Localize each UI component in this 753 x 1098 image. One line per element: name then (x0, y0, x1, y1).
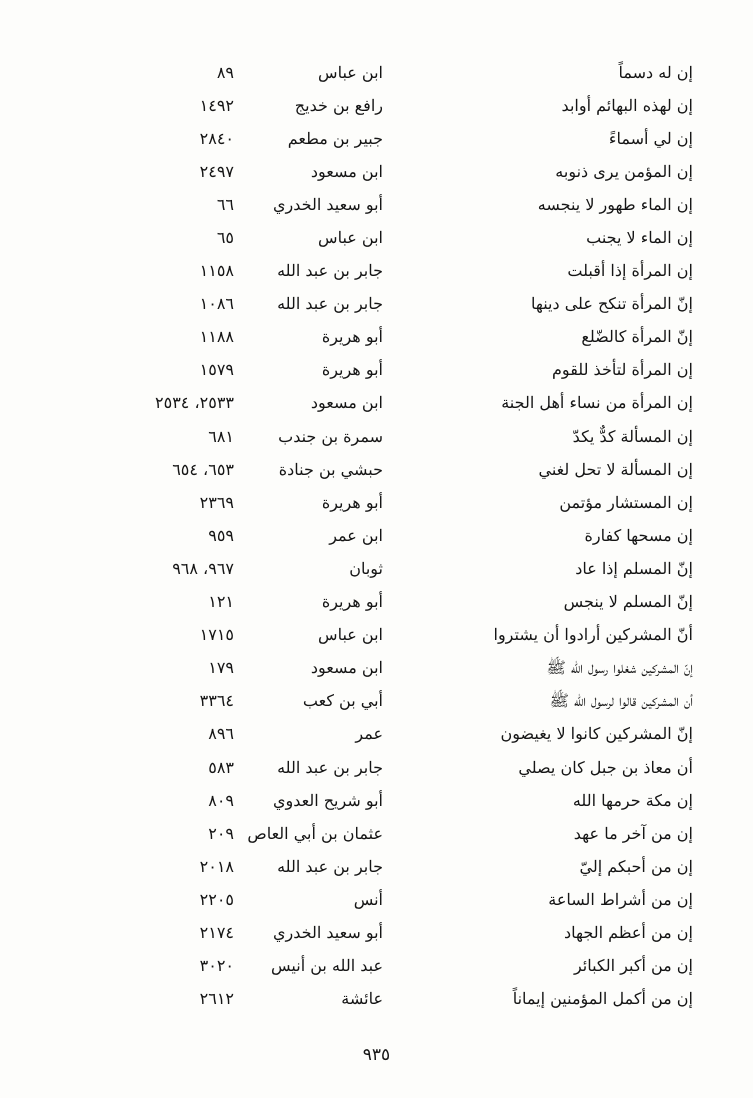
hadith-text: إنّ المشركين كانوا لا يغيضون (500, 724, 693, 744)
hadith-number: ٩٥٩ (208, 525, 234, 545)
hadith-number: ١١٨٨ (199, 327, 234, 347)
index-row (0, 387, 753, 420)
hadith-number: ٨٠٩ (208, 790, 234, 810)
index-row (0, 188, 753, 221)
narrator-name: أبو هريرة (321, 592, 383, 612)
hadith-text: إنّ المشركين شغلوا رسول الله ﷺ (546, 658, 693, 678)
narrator-name: أبو شريح العدوي (272, 790, 383, 810)
hadith-text: إن مكة حرمها الله (572, 790, 693, 810)
hadith-text: إن المسألة لا تحل لغني (538, 459, 693, 479)
narrator-name: حبشي بن جنادة (278, 459, 383, 479)
index-row (0, 685, 753, 718)
narrator-name: ابن عمر (329, 525, 383, 545)
narrator-name: ابن مسعود (310, 161, 383, 181)
page-number: ٩٣٥ (362, 1045, 391, 1065)
hadith-text: أن معاذ بن جبل كان يصلي (518, 757, 693, 777)
hadith-number: ١٥٧٩ (199, 360, 234, 380)
index-row (0, 950, 753, 983)
hadith-text: أن المشركين قالوا لرسول الله ﷺ (549, 691, 693, 711)
narrator-name: أبو سعيد الخدري (273, 194, 383, 214)
hadith-number: ٦٥ (216, 228, 234, 248)
hadith-number: ٦٨١ (208, 426, 234, 446)
hadith-number: ٣٠٢٠ (199, 956, 234, 976)
index-row (0, 155, 753, 188)
index-row (0, 122, 753, 155)
index-row (0, 784, 753, 817)
hadith-number: ١٢١ (208, 592, 234, 612)
index-row (0, 288, 753, 321)
narrator-name: جبير بن مطعم (287, 128, 383, 148)
hadith-number: ١٧٩ (208, 658, 234, 678)
hadith-text: إن المسألة كدٌّ يكدّ (572, 426, 693, 446)
index-row (0, 718, 753, 751)
hadith-text: إن المرأة من نساء أهل الجنة (501, 393, 693, 413)
hadith-number: ١٧١٥ (199, 625, 234, 645)
narrator-name: أبو سعيد الخدري (273, 922, 383, 942)
hadith-number: ٢٠٩ (208, 823, 234, 843)
index-row (0, 916, 753, 949)
hadith-number: ٦٥٣، ٦٥٤ (172, 459, 234, 479)
index-row (0, 817, 753, 850)
hadith-text: أنّ المشركين أرادوا أن يشتروا (493, 625, 693, 645)
hadith-text: إن الماء طهور لا ينجسه (537, 194, 693, 214)
hadith-text: إن لي أسماءً (608, 128, 693, 148)
hadith-number: ٢٨٤٠ (199, 128, 234, 148)
hadith-text: إن له دسماً (618, 62, 693, 82)
hadith-text: إن المرأة لتأخذ للقوم (552, 360, 693, 380)
hadith-number: ١٤٩٢ (199, 95, 234, 115)
narrator-name: ابن عباس (318, 625, 383, 645)
narrator-name: أبو هريرة (321, 327, 383, 347)
narrator-name: أنس (353, 889, 383, 909)
index-row (0, 850, 753, 883)
narrator-name: جابر بن عبد الله (277, 757, 383, 777)
hadith-text: إن من أعظم الجهاد (564, 922, 693, 942)
narrator-name: جابر بن عبد الله (277, 261, 383, 281)
hadith-text: إن مسحها كفارة (584, 525, 693, 545)
index-row (0, 255, 753, 288)
index-row (0, 619, 753, 652)
hadith-number: ٨٩٦ (208, 724, 234, 744)
hadith-number: ٢٦١٢ (199, 989, 234, 1009)
narrator-name: ابن عباس (318, 228, 383, 248)
index-row (0, 56, 753, 89)
hadith-text: إن المرأة إذا أقبلت (567, 261, 693, 281)
hadith-index-table (0, 56, 753, 1016)
hadith-text: إن من أكمل المؤمنين إيماناً (512, 989, 693, 1009)
narrator-name: جابر بن عبد الله (277, 294, 383, 314)
hadith-text: إنّ المسلم إذا عاد (575, 558, 693, 578)
hadith-number: ٢٤٩٧ (199, 161, 234, 181)
index-row (0, 453, 753, 486)
index-row (0, 321, 753, 354)
index-row (0, 586, 753, 619)
hadith-number: ٦٦ (216, 194, 234, 214)
narrator-name: أبو هريرة (321, 492, 383, 512)
narrator-name: عبد الله بن أنيس (271, 956, 383, 976)
index-row (0, 983, 753, 1016)
index-row (0, 883, 753, 916)
hadith-text: إن المستشار مؤتمن (559, 492, 693, 512)
hadith-text: إن من أحبكم إليّ (579, 856, 693, 876)
index-row (0, 519, 753, 552)
hadith-number: ٩٦٧، ٩٦٨ (172, 558, 234, 578)
index-row (0, 552, 753, 585)
hadith-text: إن من أشراط الساعة (548, 889, 693, 909)
hadith-number: ٢٣٦٩ (199, 492, 234, 512)
index-row (0, 751, 753, 784)
narrator-name: ابن مسعود (310, 658, 383, 678)
narrator-name: جابر بن عبد الله (277, 856, 383, 876)
hadith-number: ١١٥٨ (199, 261, 234, 281)
narrator-name: ابن عباس (318, 62, 383, 82)
hadith-text: إنّ المرأة تنكح على دينها (530, 294, 693, 314)
hadith-number: ٣٣٦٤ (199, 691, 234, 711)
hadith-number: ٨٩ (216, 62, 234, 82)
index-row (0, 221, 753, 254)
hadith-number: ٥٨٣ (208, 757, 234, 777)
hadith-text: إن المؤمن يرى ذنوبه (555, 161, 693, 181)
hadith-number: ٢٠١٨ (199, 856, 234, 876)
hadith-number: ٢٢٠٥ (199, 889, 234, 909)
index-row (0, 420, 753, 453)
narrator-name: ثوبان (349, 558, 383, 578)
hadith-number: ١٠٨٦ (199, 294, 234, 314)
hadith-text: إنّ المرأة كالضّلع (581, 327, 693, 347)
narrator-name: ابن مسعود (310, 393, 383, 413)
index-row (0, 354, 753, 387)
hadith-text: إن من أكبر الكبائر (573, 956, 693, 976)
index-row (0, 652, 753, 685)
index-row (0, 89, 753, 122)
hadith-text: إن من آخر ما عهد (573, 823, 693, 843)
hadith-number: ٢٥٣٣، ٢٥٣٤ (155, 393, 234, 413)
narrator-name: أبو هريرة (321, 360, 383, 380)
hadith-text: إن لهذه البهائم أوابد (561, 95, 693, 115)
hadith-text: إن الماء لا يجنب (586, 228, 693, 248)
hadith-number: ٢١٧٤ (199, 922, 234, 942)
narrator-name: عثمان بن أبي العاص (247, 823, 383, 843)
narrator-name: رافع بن خديج (294, 95, 383, 115)
narrator-name: سمرة بن جندب (278, 426, 383, 446)
narrator-name: أبي بن كعب (302, 691, 383, 711)
narrator-name: عمر (355, 724, 383, 744)
index-row (0, 486, 753, 519)
hadith-text: إنّ المسلم لا ينجس (563, 592, 693, 612)
narrator-name: عائشة (341, 989, 383, 1009)
